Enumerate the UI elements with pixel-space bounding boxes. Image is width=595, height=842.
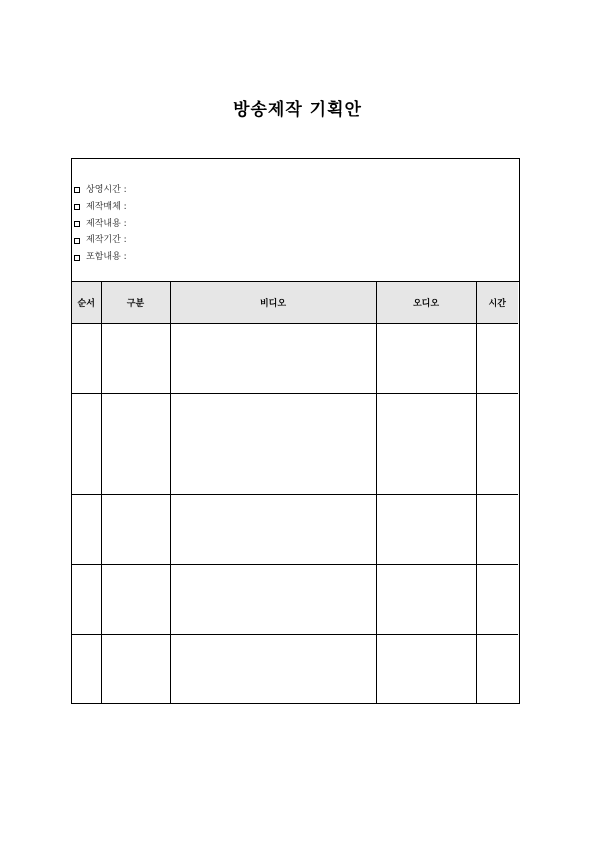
table-cell-time[interactable]: [476, 634, 518, 704]
info-list: [74, 182, 127, 266]
table-cell-time[interactable]: [476, 323, 518, 393]
table-cell-time[interactable]: [476, 494, 518, 564]
checkbox-icon[interactable]: [74, 204, 80, 210]
column-header-time: 시간: [476, 282, 518, 323]
table-cell-video[interactable]: [170, 393, 376, 494]
column-header-audio: 오디오: [376, 282, 476, 323]
table-cell-order[interactable]: [72, 393, 101, 494]
table-row: [72, 393, 518, 494]
table-cell-order[interactable]: [72, 323, 101, 393]
form-frame: [71, 158, 520, 704]
info-label: 제작매체 :: [86, 201, 127, 212]
table-header-row: [72, 282, 518, 323]
table-cell-order[interactable]: [72, 564, 101, 634]
checkbox-icon[interactable]: [74, 238, 80, 244]
checkbox-icon[interactable]: [74, 187, 80, 193]
table-cell-video[interactable]: [170, 634, 376, 704]
info-item-production-content[interactable]: [74, 216, 127, 233]
table-cell-category[interactable]: [101, 494, 170, 564]
table-cell-category[interactable]: [101, 634, 170, 704]
info-item-production-media[interactable]: [74, 199, 127, 216]
table-cell-video[interactable]: [170, 323, 376, 393]
table-row: [72, 323, 518, 393]
table-cell-audio[interactable]: [376, 494, 476, 564]
info-item-screening-time[interactable]: [74, 182, 127, 199]
schedule-table: [72, 282, 518, 704]
info-label: 포함내용 :: [86, 252, 127, 263]
info-label: 제작기간 :: [86, 235, 127, 246]
column-header-video: 비디오: [170, 282, 376, 323]
table-cell-time[interactable]: [476, 564, 518, 634]
table-cell-order[interactable]: [72, 634, 101, 704]
table-cell-video[interactable]: [170, 564, 376, 634]
table-cell-category[interactable]: [101, 564, 170, 634]
table-cell-audio[interactable]: [376, 393, 476, 494]
table-cell-audio[interactable]: [376, 564, 476, 634]
info-item-included-content[interactable]: [74, 249, 127, 266]
table-cell-audio[interactable]: [376, 323, 476, 393]
checkbox-icon[interactable]: [74, 221, 80, 227]
info-label: 제작내용 :: [86, 218, 127, 229]
table-row: [72, 494, 518, 564]
table-cell-audio[interactable]: [376, 634, 476, 704]
table-cell-category[interactable]: [101, 393, 170, 494]
checkbox-icon[interactable]: [74, 255, 80, 261]
table-row: [72, 634, 518, 704]
table-cell-time[interactable]: [476, 393, 518, 494]
table-cell-order[interactable]: [72, 494, 101, 564]
info-item-production-period[interactable]: [74, 232, 127, 249]
table-cell-video[interactable]: [170, 494, 376, 564]
column-header-category: 구분: [101, 282, 170, 323]
page-title: 방송제작 기획안: [233, 100, 362, 120]
column-header-order: 순서: [72, 282, 101, 323]
table-row: [72, 564, 518, 634]
table-cell-category[interactable]: [101, 323, 170, 393]
info-label: 상영시간 :: [86, 185, 127, 195]
production-info-box: [72, 159, 519, 282]
